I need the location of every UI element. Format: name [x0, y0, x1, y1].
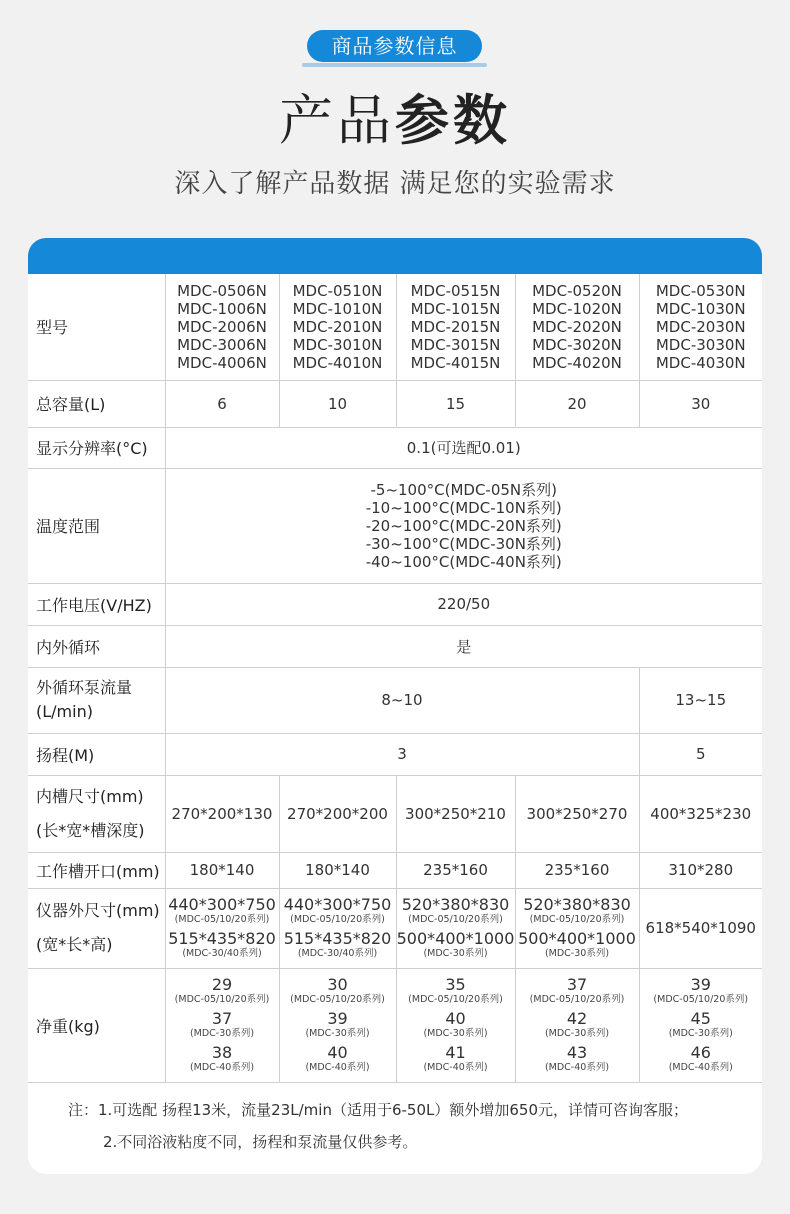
title-bold: 参数 — [395, 89, 511, 152]
flow-cell: 13~15 — [639, 667, 762, 733]
temp-range-cell: -5~100°C(MDC-05N系列) -10~100°C(MDC-10N系列) -20~100°C(MDC-20N系列) -30~100°C(MDC-30N系列) -40~100°C(MDC-40N系列) — [165, 468, 762, 583]
row-flow — [28, 667, 762, 733]
page-title — [0, 86, 790, 156]
row-circulation — [28, 625, 762, 667]
tank-cell: 270*200*200 — [279, 775, 396, 852]
row-opening — [28, 852, 762, 888]
capacity-cell: 6 — [165, 380, 279, 427]
outer-cell: 618*540*1090 — [639, 888, 762, 968]
model-cell: MDC-0520N MDC-1020N MDC-2020N MDC-3020N MDC-4020N — [515, 274, 639, 380]
model-cell: MDC-0515N MDC-1015N MDC-2015N MDC-3015N MDC-4015N — [396, 274, 515, 380]
label-flow: 外循环泵流量 (L/min) — [28, 667, 165, 733]
label-resolution: 显示分辨率(°C) — [28, 427, 165, 468]
section-pill: 商品参数信息 — [307, 30, 482, 62]
capacity-cell: 10 — [279, 380, 396, 427]
row-resolution — [28, 427, 762, 468]
weight-cell: 39 (MDC-05/10/20系列) 45 (MDC-30系列) 46 (MDC-40系列) — [639, 968, 762, 1082]
outer-cell: 520*380*830 (MDC-05/10/20系列) 500*400*1000 (MDC-30系列) — [396, 888, 515, 968]
resolution-cell: 0.1(可选配0.01) — [165, 427, 762, 468]
capacity-cell: 30 — [639, 380, 762, 427]
label-voltage: 工作电压(V/HZ) — [28, 583, 165, 625]
opening-cell: 235*160 — [515, 852, 639, 888]
label-tank: 内槽尺寸(mm) (长*宽*槽深度) — [28, 775, 165, 852]
row-outer — [28, 888, 762, 968]
label-model: 型号 — [28, 274, 165, 380]
model-cell: MDC-0510N MDC-1010N MDC-2010N MDC-3010N MDC-4010N — [279, 274, 396, 380]
note-line-2: 2.不同浴液粘度不同，扬程和泵流量仅供参考。 — [103, 1133, 418, 1151]
opening-cell: 310*280 — [639, 852, 762, 888]
row-capacity — [28, 380, 762, 427]
outer-cell: 440*300*750 (MDC-05/10/20系列) 515*435*820 (MDC-30/40系列) — [165, 888, 279, 968]
label-circulation: 内外循环 — [28, 625, 165, 667]
weight-cell: 35 (MDC-05/10/20系列) 40 (MDC-30系列) 41 (MDC-40系列) — [396, 968, 515, 1082]
tank-cell: 270*200*130 — [165, 775, 279, 852]
weight-cell: 30 (MDC-05/10/20系列) 39 (MDC-30系列) 40 (MDC-40系列) — [279, 968, 396, 1082]
row-head — [28, 733, 762, 775]
flow-cell: 8~10 — [165, 667, 639, 733]
row-temp-range — [28, 468, 762, 583]
opening-cell: 235*160 — [396, 852, 515, 888]
weight-cell: 37 (MDC-05/10/20系列) 42 (MDC-30系列) 43 (MDC-40系列) — [515, 968, 639, 1082]
label-head: 扬程(M) — [28, 733, 165, 775]
head-cell: 5 — [639, 733, 762, 775]
capacity-cell: 20 — [515, 380, 639, 427]
outer-cell: 440*300*750 (MDC-05/10/20系列) 515*435*820 (MDC-30/40系列) — [279, 888, 396, 968]
spec-card — [28, 238, 762, 1174]
label-weight: 净重(kg) — [28, 968, 165, 1082]
tank-cell: 300*250*270 — [515, 775, 639, 852]
opening-cell: 180*140 — [165, 852, 279, 888]
model-cell: MDC-0506N MDC-1006N MDC-2006N MDC-3006N MDC-4006N — [165, 274, 279, 380]
head-cell: 3 — [165, 733, 639, 775]
circulation-cell: 是 — [165, 625, 762, 667]
row-voltage — [28, 583, 762, 625]
tank-cell: 400*325*230 — [639, 775, 762, 852]
spec-table — [28, 274, 762, 1083]
opening-cell: 180*140 — [279, 852, 396, 888]
weight-cell: 29 (MDC-05/10/20系列) 37 (MDC-30系列) 38 (MDC-40系列) — [165, 968, 279, 1082]
voltage-cell: 220/50 — [165, 583, 762, 625]
note-line-1: 注：1.可选配 扬程13米，流量23L/min（适用于6-50L）额外增加650元，详情可咨询客服； — [68, 1101, 688, 1119]
label-capacity: 总容量(L) — [28, 380, 165, 427]
label-outer: 仪器外尺寸(mm) (宽*长*高) — [28, 888, 165, 968]
page-subtitle: 深入了解产品数据 满足您的实验需求 — [174, 169, 616, 199]
outer-cell: 520*380*830 (MDC-05/10/20系列) 500*400*1000 (MDC-30系列) — [515, 888, 639, 968]
row-weight — [28, 968, 762, 1082]
tank-cell: 300*250*210 — [396, 775, 515, 852]
label-temp-range: 温度范围 — [28, 468, 165, 583]
card-header-bar — [28, 238, 762, 274]
row-model — [28, 274, 762, 380]
row-tank — [28, 775, 762, 852]
capacity-cell: 15 — [396, 380, 515, 427]
label-opening: 工作槽开口(mm) — [28, 852, 165, 888]
title-light: 产品 — [279, 89, 395, 152]
notes — [68, 1094, 748, 1158]
model-cell: MDC-0530N MDC-1030N MDC-2030N MDC-3030N MDC-4030N — [639, 274, 762, 380]
